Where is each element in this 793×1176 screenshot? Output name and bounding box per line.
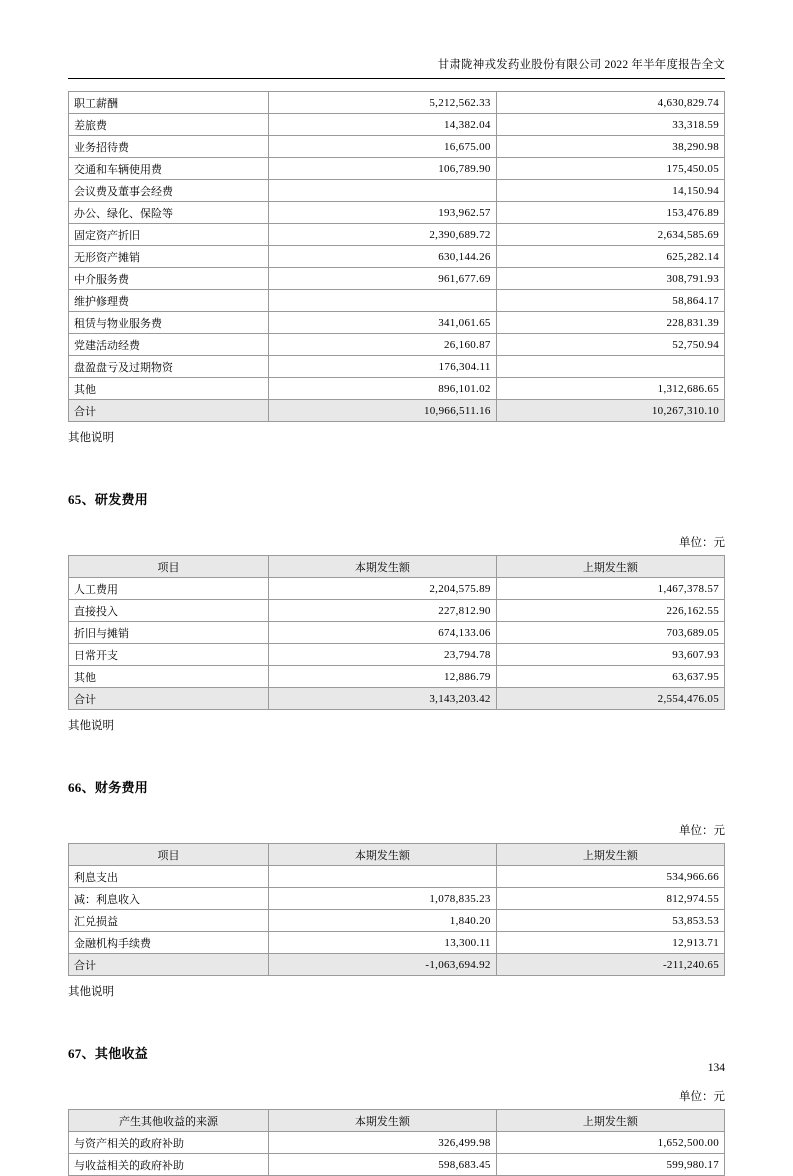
row-current (269, 866, 497, 888)
row-current: 12,886.79 (269, 666, 497, 688)
section-title-66: 66、财务费用 (68, 780, 149, 795)
row-previous: 703,689.05 (496, 622, 724, 644)
total-current: 3,143,203.42 (269, 688, 497, 710)
total-label: 合计 (69, 688, 269, 710)
other-note-admin: 其他说明 (68, 432, 114, 444)
table-row (69, 246, 725, 268)
row-previous: 33,318.59 (496, 114, 724, 136)
row-label: 维护修理费 (69, 290, 269, 312)
row-previous (496, 356, 724, 378)
table-row (69, 180, 725, 202)
table-row (69, 378, 725, 400)
row-current: 13,300.11 (269, 932, 497, 954)
row-label: 办公、绿化、保险等 (69, 202, 269, 224)
row-current (269, 290, 497, 312)
row-label: 盘盈盘亏及过期物资 (69, 356, 269, 378)
row-previous: 52,750.94 (496, 334, 724, 356)
row-previous: 14,150.94 (496, 180, 724, 202)
row-label: 减：利息收入 (69, 888, 269, 910)
table-row (69, 666, 725, 688)
section-title-65: 65、研发费用 (68, 492, 149, 507)
spacer (68, 999, 725, 1043)
row-label: 直接投入 (69, 600, 269, 622)
row-current: 227,812.90 (269, 600, 497, 622)
header-divider (68, 78, 725, 79)
row-previous: 38,290.98 (496, 136, 724, 158)
col-header-previous: 上期发生额 (496, 556, 724, 578)
row-label: 差旅费 (69, 114, 269, 136)
unit-label-65: 单位：元 (679, 537, 725, 549)
row-previous: 93,607.93 (496, 644, 724, 666)
spacer (68, 733, 725, 777)
row-previous: 63,637.95 (496, 666, 724, 688)
table-row (69, 1132, 725, 1154)
row-current (269, 180, 497, 202)
row-previous: 175,450.05 (496, 158, 724, 180)
spacer (68, 508, 725, 534)
table-row (69, 268, 725, 290)
row-label: 金融机构手续费 (69, 932, 269, 954)
row-current: 176,304.11 (269, 356, 497, 378)
row-current: 23,794.78 (269, 644, 497, 666)
row-previous: 2,634,585.69 (496, 224, 724, 246)
table-row (69, 136, 725, 158)
row-label: 日常开支 (69, 644, 269, 666)
table-row (69, 158, 725, 180)
col-header-previous: 上期发生额 (496, 844, 724, 866)
row-current: 896,101.02 (269, 378, 497, 400)
row-label: 利息支出 (69, 866, 269, 888)
row-current: 16,675.00 (269, 136, 497, 158)
row-current: 630,144.26 (269, 246, 497, 268)
row-current: 1,840.20 (269, 910, 497, 932)
table-row (69, 312, 725, 334)
row-current: 193,962.57 (269, 202, 497, 224)
row-current: 326,499.98 (269, 1132, 497, 1154)
total-previous: 10,267,310.10 (496, 400, 724, 422)
table-row (69, 888, 725, 910)
row-previous: 308,791.93 (496, 268, 724, 290)
table-row (69, 114, 725, 136)
col-header-item: 项目 (69, 556, 269, 578)
row-previous: 1,312,686.65 (496, 378, 724, 400)
table-row (69, 1154, 725, 1176)
table-header-row (69, 556, 725, 578)
table-row (69, 866, 725, 888)
table-header-row (69, 1110, 725, 1132)
total-current: -1,063,694.92 (269, 954, 497, 976)
row-label: 汇兑损益 (69, 910, 269, 932)
row-label: 其他 (69, 378, 269, 400)
row-label: 中介服务费 (69, 268, 269, 290)
total-previous: 2,554,476.05 (496, 688, 724, 710)
table-row (69, 578, 725, 600)
table-row (69, 334, 725, 356)
row-previous: 12,913.71 (496, 932, 724, 954)
other-note-65: 其他说明 (68, 720, 114, 732)
row-label: 人工费用 (69, 578, 269, 600)
table-row (69, 224, 725, 246)
row-label: 会议费及董事会经费 (69, 180, 269, 202)
row-current: 106,789.90 (269, 158, 497, 180)
col-header-current: 本期发生额 (269, 1110, 497, 1132)
row-previous: 1,652,500.00 (496, 1132, 724, 1154)
table-row (69, 290, 725, 312)
row-label: 党建活动经费 (69, 334, 269, 356)
total-label: 合计 (69, 400, 269, 422)
row-current: 341,061.65 (269, 312, 497, 334)
table-row (69, 202, 725, 224)
row-label: 其他 (69, 666, 269, 688)
row-label: 职工薪酬 (69, 92, 269, 114)
row-current: 961,677.69 (269, 268, 497, 290)
unit-label-67: 单位：元 (679, 1091, 725, 1103)
row-current: 14,382.04 (269, 114, 497, 136)
row-previous: 599,980.17 (496, 1154, 724, 1176)
table-total-row (69, 688, 725, 710)
row-current: 598,683.45 (269, 1154, 497, 1176)
row-label: 无形资产摊销 (69, 246, 269, 268)
col-header-current: 本期发生额 (269, 556, 497, 578)
table-row (69, 356, 725, 378)
col-header-source: 产生其他收益的来源 (69, 1110, 269, 1132)
admin-expense-table (68, 91, 725, 422)
table-total-row (69, 400, 725, 422)
table-row (69, 644, 725, 666)
other-note-66: 其他说明 (68, 986, 114, 998)
section-title-67: 67、其他收益 (68, 1046, 149, 1061)
row-previous: 228,831.39 (496, 312, 724, 334)
total-label: 合计 (69, 954, 269, 976)
table-header-row (69, 844, 725, 866)
row-label: 租赁与物业服务费 (69, 312, 269, 334)
col-header-current: 本期发生额 (269, 844, 497, 866)
spacer (68, 1062, 725, 1088)
table-total-row (69, 954, 725, 976)
row-previous: 625,282.14 (496, 246, 724, 268)
other-income-table (68, 1109, 725, 1176)
unit-label-66: 单位：元 (679, 825, 725, 837)
row-previous: 53,853.53 (496, 910, 724, 932)
row-previous: 812,974.55 (496, 888, 724, 910)
table-row (69, 932, 725, 954)
spacer (68, 445, 725, 489)
row-previous: 153,476.89 (496, 202, 724, 224)
table-row (69, 622, 725, 644)
table-row (69, 910, 725, 932)
row-current: 26,160.87 (269, 334, 497, 356)
row-previous: 226,162.55 (496, 600, 724, 622)
row-label: 固定资产折旧 (69, 224, 269, 246)
rd-expense-table (68, 555, 725, 710)
row-current: 5,212,562.33 (269, 92, 497, 114)
row-previous: 58,864.17 (496, 290, 724, 312)
running-header: 甘肃陇神戎发药业股份有限公司 2022 年半年度报告全文 (437, 59, 725, 71)
row-label: 与收益相关的政府补助 (69, 1154, 269, 1176)
col-header-previous: 上期发生额 (496, 1110, 724, 1132)
row-label: 折旧与摊销 (69, 622, 269, 644)
row-label: 业务招待费 (69, 136, 269, 158)
row-previous: 1,467,378.57 (496, 578, 724, 600)
row-current: 674,133.06 (269, 622, 497, 644)
table-row (69, 92, 725, 114)
financial-expense-table (68, 843, 725, 976)
table-row (69, 600, 725, 622)
total-previous: -211,240.65 (496, 954, 724, 976)
row-current: 2,390,689.72 (269, 224, 497, 246)
row-previous: 4,630,829.74 (496, 92, 724, 114)
col-header-item: 项目 (69, 844, 269, 866)
row-label: 交通和车辆使用费 (69, 158, 269, 180)
spacer (68, 796, 725, 822)
row-current: 2,204,575.89 (269, 578, 497, 600)
row-current: 1,078,835.23 (269, 888, 497, 910)
total-current: 10,966,511.16 (269, 400, 497, 422)
row-label: 与资产相关的政府补助 (69, 1132, 269, 1154)
row-previous: 534,966.66 (496, 866, 724, 888)
page-number: 134 (707, 1062, 725, 1074)
